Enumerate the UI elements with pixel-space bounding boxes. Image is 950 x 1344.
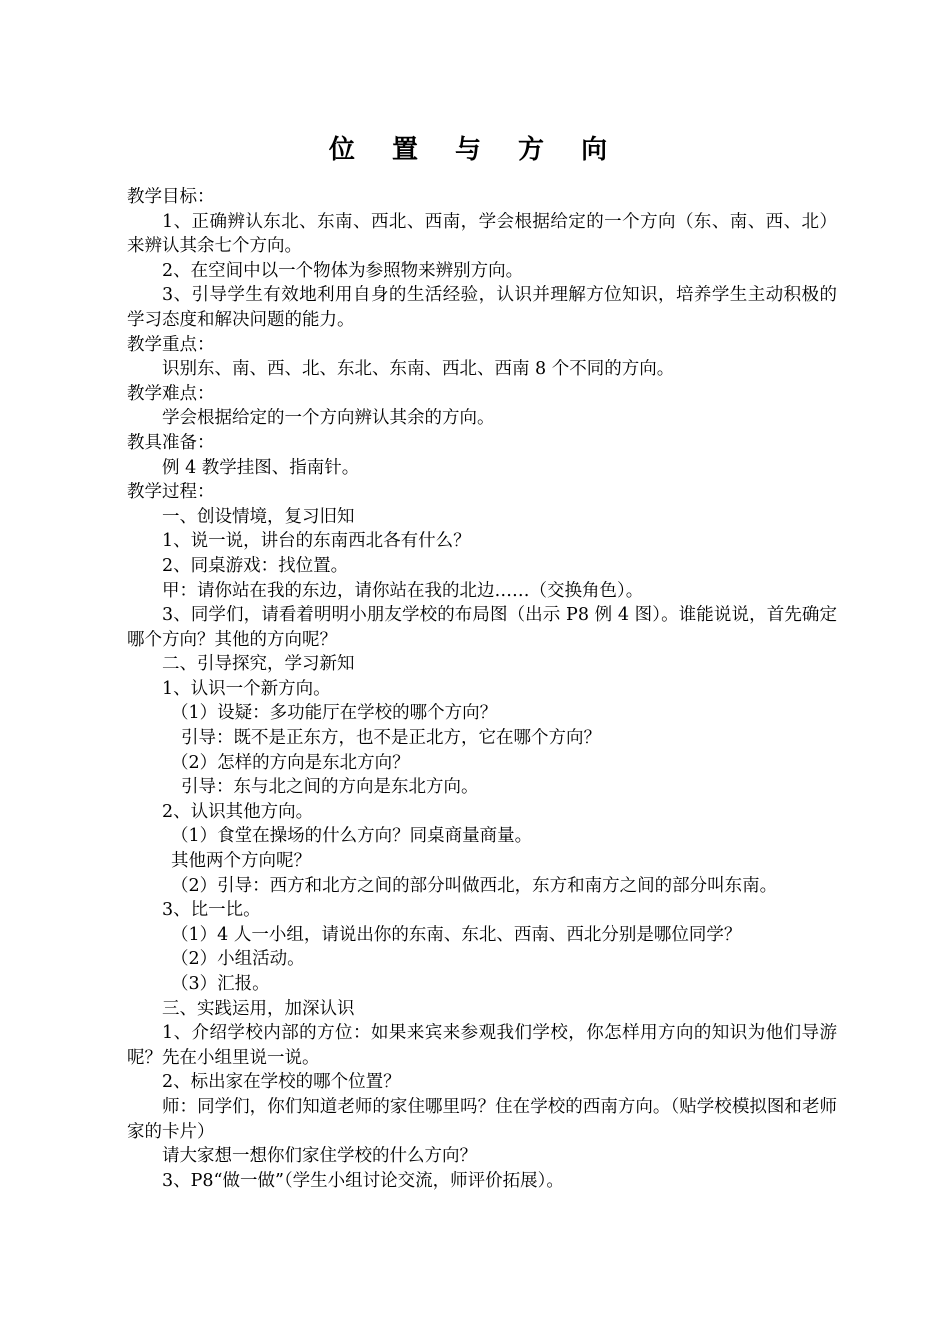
text-line: 二、引导探究，学习新知 bbox=[162, 654, 355, 675]
text-line: 教学目标： bbox=[127, 187, 215, 207]
text-line: 1、说一说，讲台的东南西北各有什么？ bbox=[162, 531, 471, 552]
text-line: 引导：既不是正东方，也不是正北方，它在哪个方向？ bbox=[181, 728, 601, 749]
text-line: 教学难点： bbox=[127, 383, 215, 404]
text-line: 3、比一比。 bbox=[162, 900, 261, 921]
text-line: 其他两个方向呢？ bbox=[171, 851, 311, 872]
text-line: 教学重点： bbox=[127, 334, 215, 355]
text-line: 甲：请你站在我的东边，请你站在我的北边……（交换角色）。 bbox=[162, 580, 644, 601]
text-line: 2、同桌游戏：找位置。 bbox=[162, 555, 349, 576]
text-line: （2）怎样的方向是东北方向？ bbox=[171, 752, 410, 773]
text-line: （1）设疑：多功能厅在学校的哪个方向？ bbox=[171, 703, 498, 724]
text-line: 一、创设情境，复习旧知 bbox=[162, 506, 355, 527]
text-line: （1）4 人一小组，请说出你的东南、东北、西南、西北分别是哪位同学？ bbox=[171, 924, 742, 945]
text-line: 学会根据给定的一个方向辨认其余的方向。 bbox=[162, 408, 495, 429]
text-line: 引导：东与北之间的方向是东北方向。 bbox=[181, 777, 479, 798]
text-line: （2）小组活动。 bbox=[171, 949, 305, 970]
page-title: 位 置 与 方 向 bbox=[328, 135, 622, 165]
text-line: 2、在空间中以一个物体为参照物来辨别方向。 bbox=[162, 260, 524, 281]
text-line: 1、认识一个新方向。 bbox=[162, 678, 331, 699]
text-line: 3、P8“做一做”（学生小组讨论交流，师评价拓展）。 bbox=[162, 1170, 564, 1191]
text-line: 例 4 教学挂图、指南针。 bbox=[162, 457, 360, 478]
text-line: 2、标出家在学校的哪个位置？ bbox=[162, 1072, 401, 1093]
text-line: 3、同学们，请看着明明小朋友学校的布局图（出示 P8 例 4 图）。谁能说说，首先确定哪个方向？其他的方向呢？ bbox=[127, 605, 837, 650]
text-line: 1、正确辨认东北、东南、西北、西南，学会根据给定的一个方向（东、南、西、北）来辨认其余七个方向。 bbox=[127, 211, 837, 257]
text-line: 三、实践运用，加深认识 bbox=[162, 998, 355, 1019]
text-line: （3）汇报。 bbox=[171, 974, 270, 994]
text-line: （1）食堂在操场的什么方向？同桌商量商量。 bbox=[171, 826, 533, 847]
text-line: 师：同学们，你们知道老师的家住哪里吗？住在学校的西南方向。（贴学校模拟图和老师家的卡片） bbox=[127, 1096, 837, 1142]
text-line: 1、介绍学校内部的方位：如果来宾来参观我们学校，你怎样用方向的知识为他们导游呢？先在小组里说一说。 bbox=[127, 1023, 837, 1068]
text-line: 教学过程： bbox=[127, 482, 215, 503]
lesson-plan-body bbox=[127, 185, 837, 1193]
text-line: （2）引导：西方和北方之间的部分叫做西北，东方和南方之间的部分叫东南。 bbox=[171, 875, 778, 896]
text-line: 教具准备： bbox=[127, 432, 215, 453]
text-line: 识别东、南、西、北、东北、东南、西北、西南 8 个不同的方向。 bbox=[162, 359, 675, 380]
text-line: 请大家想一想你们家住学校的什么方向？ bbox=[162, 1146, 477, 1167]
text-line: 2、认识其他方向。 bbox=[162, 801, 314, 822]
text-line: 3、引导学生有效地利用自身的生活经验，认识并理解方位知识，培养学生主动积极的学习态度和解决问题的能力。 bbox=[127, 285, 837, 330]
